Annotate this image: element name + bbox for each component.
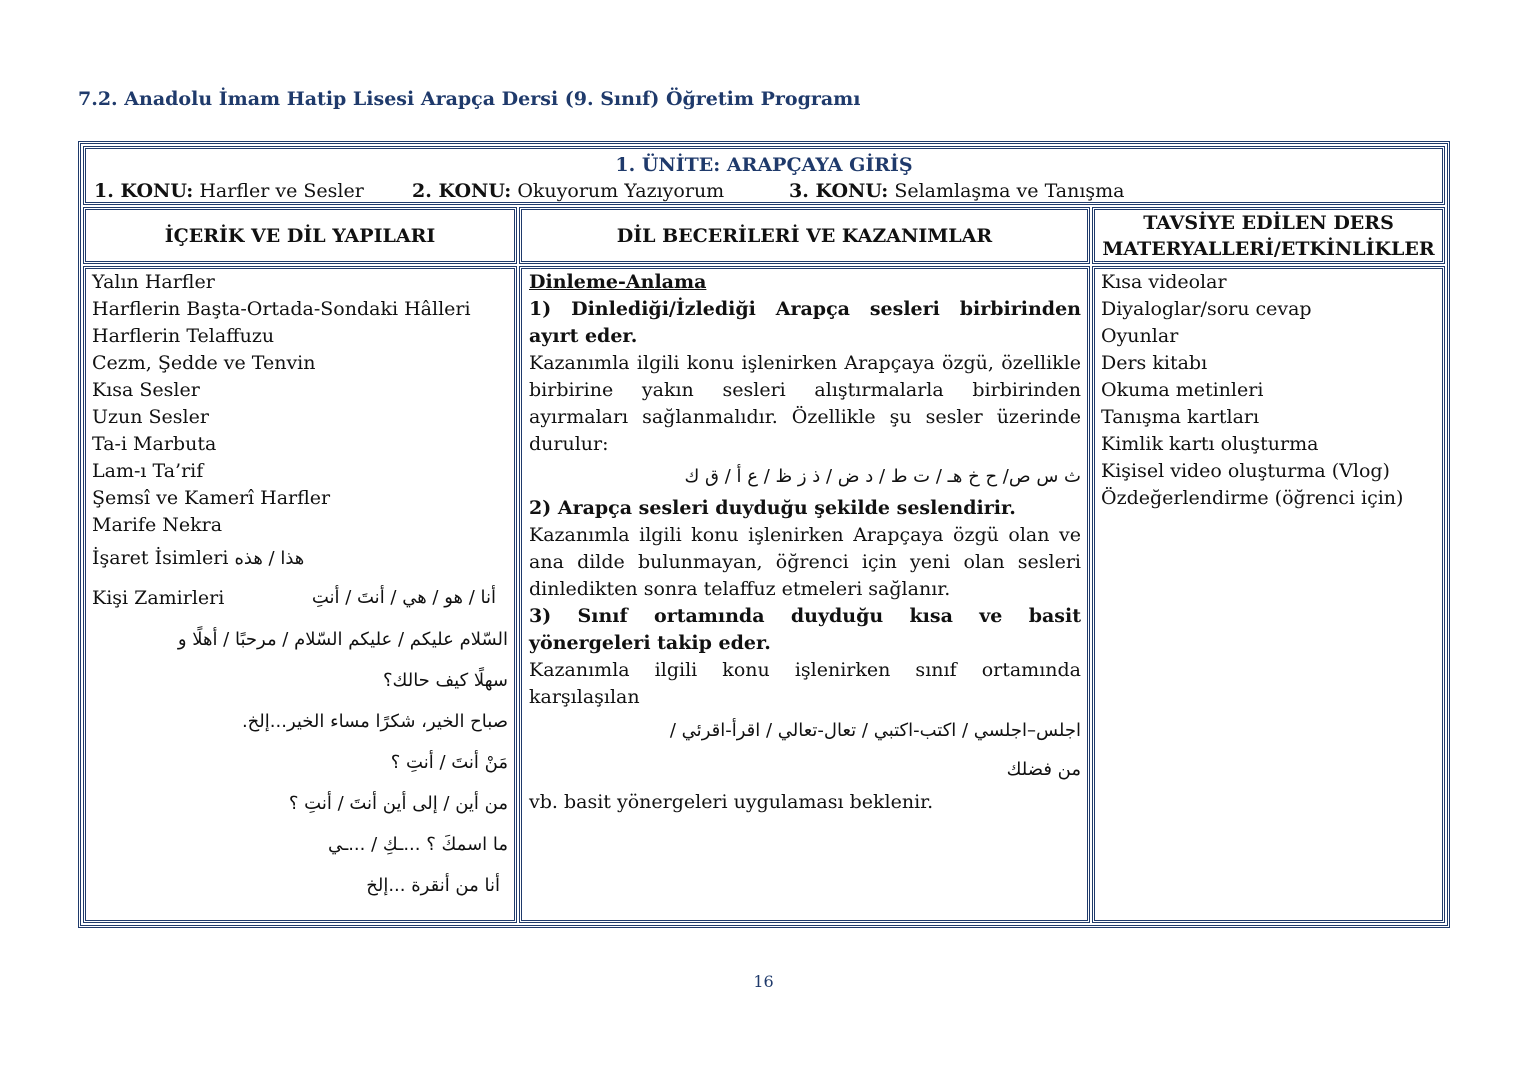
header-materyaller: [1092, 207, 1445, 264]
list-item: Cezm, Şedde ve Tenvin: [92, 352, 316, 374]
list-item: Şemsî ve Kamerî Harfler: [92, 487, 331, 509]
kazanim-3-arabic-1: اجلس–اجلسي / اكتب-اكتبي / تعال-تعالي / اقرأ-اقرئي /: [669, 720, 1081, 741]
kisi-zamirleri: Kişi Zamirleri أنا / هو / هي / أنتَ / أنتِ: [92, 587, 496, 609]
curriculum-table: [78, 141, 1450, 928]
arabic-line: صباح الخير، شكرًا مساء الخير...إلخ.: [241, 711, 508, 732]
kazanim-3-text: Kazanımla ilgili konu işlenirken sınıf ortamında karşılaşılan: [529, 659, 1081, 708]
kazanim-3-title: 3) Sınıf ortamında duyduğu kısa ve basit yönergeleri takip eder.: [529, 605, 1081, 654]
unit-header-cell: [83, 146, 1445, 205]
header-icerik-label: İÇERİK VE DİL YAPILARI: [164, 224, 436, 247]
konu-3: 3. KONU: Selamlaşma ve Tanışma: [789, 180, 1125, 202]
materyaller-column: [1092, 266, 1445, 923]
list-item: Tanışma kartları: [1101, 406, 1260, 428]
list-item: Lam-ı Ta’rif: [92, 460, 204, 482]
header-materyaller-label: TAVSİYE EDİLEN DERS MATERYALLERİ/ETKİNLİKLER: [1102, 211, 1435, 260]
list-item: Ders kitabı: [1101, 352, 1208, 374]
kazanim-2-title: 2) Arapça sesleri duyduğu şekilde seslendirir.: [529, 497, 1016, 519]
list-item: Oyunlar: [1101, 325, 1179, 347]
konu-row: [86, 178, 1442, 204]
kazanim-3-arabic-2: من فضلك: [1006, 759, 1081, 780]
arabic-line: ما اسمكَ ؟ ...ـكِ / ...ـي: [327, 834, 508, 855]
list-item: Yalın Harfler: [92, 271, 215, 293]
kazanim-1-text: Kazanımla ilgili konu işlenirken Arapçaya özgü, özellikle birbirine yakın sesleri alıştırmalarla birbirinden ayırmaları sağlanmalıdır. Özellikle şu sesler üzerinde durulur:: [529, 352, 1081, 455]
list-item: Harflerin Başta-Ortada-Sondaki Hâlleri: [92, 298, 471, 320]
list-item: Kısa Sesler: [92, 379, 200, 401]
skill-heading: Dinleme-Anlama: [529, 271, 707, 293]
list-item: Diyaloglar/soru cevap: [1101, 298, 1312, 320]
list-item: Kişisel video oluşturma (Vlog): [1101, 460, 1390, 482]
konu-1: 1. KONU: Harfler ve Sesler: [94, 180, 364, 202]
icerik-list: [86, 269, 514, 539]
list-item: Özdeğerlendirme (öğrenci için): [1101, 487, 1404, 509]
icerik-column: [83, 266, 517, 923]
list-item: Ta-i Marbuta: [92, 433, 217, 455]
arabic-line: مَنْ أنتَ / أنتِ ؟: [390, 752, 508, 773]
section-title: 7.2. Anadolu İmam Hatip Lisesi Arapça Dersi (9. Sınıf) Öğretim Programı: [78, 88, 861, 110]
arabic-line: أنا من أنقرة ...إلخ: [366, 875, 500, 896]
arabic-line: السّلام عليكم / عليكم السّلام / مرحبًا / أهلًا و: [177, 629, 508, 650]
arabic-line: من أين / إلى أين أنتَ / أنتِ ؟: [288, 793, 508, 814]
beceriler-content: [522, 269, 1087, 816]
isaret-isimleri: İşaret İsimleri هذا / هذه: [92, 547, 305, 569]
list-item: Harflerin Telaffuzu: [92, 325, 275, 347]
header-icerik: [83, 207, 517, 264]
materyaller-list: [1095, 269, 1442, 512]
list-item: Kısa videolar: [1101, 271, 1227, 293]
header-beceriler-label: DİL BECERİLERİ VE KAZANIMLAR: [616, 224, 993, 247]
page-number: 16: [753, 972, 774, 991]
list-item: Uzun Sesler: [92, 406, 209, 428]
konu-2: 2. KONU: Okuyorum Yazıyorum: [412, 180, 725, 202]
list-item: Kimlik kartı oluşturma: [1101, 433, 1319, 455]
kazanim-1-title: 1) Dinlediği/İzlediği Arapça sesleri birbirinden ayırt eder.: [529, 298, 1081, 347]
list-item: Marife Nekra: [92, 514, 223, 536]
header-beceriler: [519, 207, 1090, 264]
arabic-line: سهلًا كيف حالك؟: [382, 670, 508, 691]
list-item: Okuma metinleri: [1101, 379, 1264, 401]
kazanim-1-arabic: ث س ص/ ح خ هـ / ت ط / د ض / ذ ز ظ / ع أ / ق ك: [684, 466, 1081, 487]
kazanim-2-text: Kazanımla ilgili konu işlenirken Arapçaya özgü olan ve ana dilde bulunmayan, öğrenci için yeni olan sesleri dinledikten sonra telaffuz etmeleri sağlanır.: [529, 524, 1081, 600]
kazanim-3-end: vb. basit yönergeleri uygulaması beklenir.: [529, 791, 934, 813]
unit-title: 1. ÜNİTE: ARAPÇAYA GİRİŞ: [615, 154, 913, 176]
beceriler-column: [519, 266, 1090, 923]
